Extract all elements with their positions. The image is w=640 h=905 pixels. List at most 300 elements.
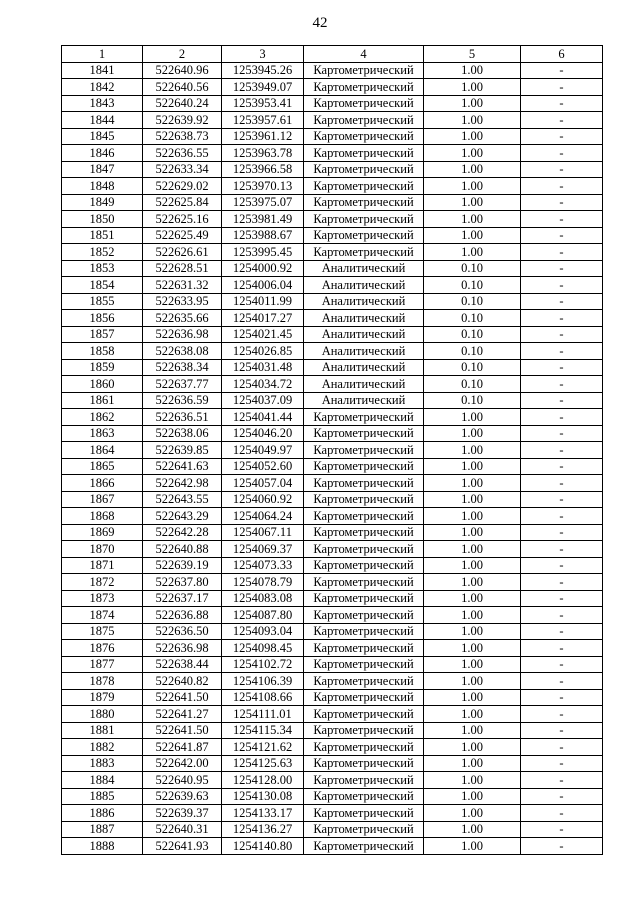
y-coordinate-cell: 1253975.07 bbox=[222, 194, 304, 211]
y-coordinate-cell: 1254093.04 bbox=[222, 623, 304, 640]
point-number-cell: 1841 bbox=[62, 62, 143, 79]
y-coordinate-cell: 1254057.04 bbox=[222, 475, 304, 492]
note-cell: - bbox=[521, 79, 603, 96]
accuracy-cell: 1.00 bbox=[424, 178, 521, 195]
table-row bbox=[62, 310, 603, 327]
accuracy-cell: 1.00 bbox=[424, 656, 521, 673]
point-number-cell: 1860 bbox=[62, 376, 143, 393]
note-cell: - bbox=[521, 656, 603, 673]
y-coordinate-cell: 1254115.34 bbox=[222, 722, 304, 739]
y-coordinate-cell: 1254087.80 bbox=[222, 607, 304, 624]
x-coordinate-cell: 522640.95 bbox=[143, 772, 222, 789]
method-cell: Аналитический bbox=[304, 310, 424, 327]
accuracy-cell: 0.10 bbox=[424, 392, 521, 409]
y-coordinate-cell: 1254073.33 bbox=[222, 557, 304, 574]
method-cell: Картометрический bbox=[304, 838, 424, 855]
table-row bbox=[62, 178, 603, 195]
accuracy-cell: 1.00 bbox=[424, 640, 521, 657]
accuracy-cell: 1.00 bbox=[424, 194, 521, 211]
accuracy-cell: 1.00 bbox=[424, 211, 521, 228]
table-row bbox=[62, 640, 603, 657]
y-coordinate-cell: 1254064.24 bbox=[222, 508, 304, 525]
point-number-cell: 1845 bbox=[62, 128, 143, 145]
x-coordinate-cell: 522633.34 bbox=[143, 161, 222, 178]
point-number-cell: 1884 bbox=[62, 772, 143, 789]
table-row bbox=[62, 343, 603, 360]
column-header: 5 bbox=[424, 46, 521, 63]
point-number-cell: 1873 bbox=[62, 590, 143, 607]
x-coordinate-cell: 522642.98 bbox=[143, 475, 222, 492]
point-number-cell: 1868 bbox=[62, 508, 143, 525]
table-row bbox=[62, 409, 603, 426]
accuracy-cell: 1.00 bbox=[424, 79, 521, 96]
table-row bbox=[62, 128, 603, 145]
accuracy-cell: 1.00 bbox=[424, 755, 521, 772]
method-cell: Картометрический bbox=[304, 95, 424, 112]
method-cell: Аналитический bbox=[304, 392, 424, 409]
accuracy-cell: 1.00 bbox=[424, 112, 521, 129]
y-coordinate-cell: 1254060.92 bbox=[222, 491, 304, 508]
note-cell: - bbox=[521, 178, 603, 195]
table-header-row bbox=[62, 46, 603, 63]
method-cell: Картометрический bbox=[304, 557, 424, 574]
accuracy-cell: 1.00 bbox=[424, 458, 521, 475]
table-row bbox=[62, 359, 603, 376]
x-coordinate-cell: 522636.98 bbox=[143, 326, 222, 343]
point-number-cell: 1848 bbox=[62, 178, 143, 195]
point-number-cell: 1867 bbox=[62, 491, 143, 508]
accuracy-cell: 0.10 bbox=[424, 326, 521, 343]
x-coordinate-cell: 522629.02 bbox=[143, 178, 222, 195]
accuracy-cell: 1.00 bbox=[424, 244, 521, 261]
y-coordinate-cell: 1253963.78 bbox=[222, 145, 304, 162]
accuracy-cell: 1.00 bbox=[424, 574, 521, 591]
x-coordinate-cell: 522640.31 bbox=[143, 821, 222, 838]
method-cell: Картометрический bbox=[304, 442, 424, 459]
column-header: 4 bbox=[304, 46, 424, 63]
accuracy-cell: 1.00 bbox=[424, 475, 521, 492]
point-number-cell: 1863 bbox=[62, 425, 143, 442]
table-row bbox=[62, 508, 603, 525]
table-row bbox=[62, 95, 603, 112]
y-coordinate-cell: 1254111.01 bbox=[222, 706, 304, 723]
note-cell: - bbox=[521, 194, 603, 211]
table-row bbox=[62, 722, 603, 739]
table-row bbox=[62, 227, 603, 244]
method-cell: Картометрический bbox=[304, 475, 424, 492]
point-number-cell: 1850 bbox=[62, 211, 143, 228]
table-body bbox=[62, 62, 603, 854]
x-coordinate-cell: 522636.59 bbox=[143, 392, 222, 409]
x-coordinate-cell: 522638.08 bbox=[143, 343, 222, 360]
table-row bbox=[62, 326, 603, 343]
table-row bbox=[62, 838, 603, 855]
method-cell: Картометрический bbox=[304, 656, 424, 673]
point-number-cell: 1866 bbox=[62, 475, 143, 492]
table-row bbox=[62, 623, 603, 640]
method-cell: Картометрический bbox=[304, 62, 424, 79]
accuracy-cell: 1.00 bbox=[424, 788, 521, 805]
table-row bbox=[62, 161, 603, 178]
point-number-cell: 1861 bbox=[62, 392, 143, 409]
accuracy-cell: 1.00 bbox=[424, 491, 521, 508]
y-coordinate-cell: 1253957.61 bbox=[222, 112, 304, 129]
accuracy-cell: 1.00 bbox=[424, 623, 521, 640]
x-coordinate-cell: 522641.63 bbox=[143, 458, 222, 475]
point-number-cell: 1875 bbox=[62, 623, 143, 640]
note-cell: - bbox=[521, 145, 603, 162]
point-number-cell: 1865 bbox=[62, 458, 143, 475]
accuracy-cell: 1.00 bbox=[424, 128, 521, 145]
x-coordinate-cell: 522639.19 bbox=[143, 557, 222, 574]
accuracy-cell: 1.00 bbox=[424, 508, 521, 525]
x-coordinate-cell: 522638.44 bbox=[143, 656, 222, 673]
column-header: 3 bbox=[222, 46, 304, 63]
table-row bbox=[62, 112, 603, 129]
x-coordinate-cell: 522638.06 bbox=[143, 425, 222, 442]
note-cell: - bbox=[521, 524, 603, 541]
table-row bbox=[62, 574, 603, 591]
x-coordinate-cell: 522637.77 bbox=[143, 376, 222, 393]
table-row bbox=[62, 524, 603, 541]
column-header: 6 bbox=[521, 46, 603, 63]
point-number-cell: 1858 bbox=[62, 343, 143, 360]
x-coordinate-cell: 522636.50 bbox=[143, 623, 222, 640]
note-cell: - bbox=[521, 244, 603, 261]
x-coordinate-cell: 522641.27 bbox=[143, 706, 222, 723]
table-row bbox=[62, 458, 603, 475]
note-cell: - bbox=[521, 673, 603, 690]
y-coordinate-cell: 1254136.27 bbox=[222, 821, 304, 838]
accuracy-cell: 1.00 bbox=[424, 524, 521, 541]
note-cell: - bbox=[521, 112, 603, 129]
y-coordinate-cell: 1254128.00 bbox=[222, 772, 304, 789]
y-coordinate-cell: 1254078.79 bbox=[222, 574, 304, 591]
point-number-cell: 1870 bbox=[62, 541, 143, 558]
y-coordinate-cell: 1254108.66 bbox=[222, 689, 304, 706]
x-coordinate-cell: 522641.50 bbox=[143, 689, 222, 706]
table-row bbox=[62, 541, 603, 558]
table-row bbox=[62, 590, 603, 607]
note-cell: - bbox=[521, 277, 603, 294]
y-coordinate-cell: 1254106.39 bbox=[222, 673, 304, 690]
y-coordinate-cell: 1254067.11 bbox=[222, 524, 304, 541]
accuracy-cell: 1.00 bbox=[424, 590, 521, 607]
point-number-cell: 1874 bbox=[62, 607, 143, 624]
method-cell: Аналитический bbox=[304, 376, 424, 393]
x-coordinate-cell: 522638.73 bbox=[143, 128, 222, 145]
point-number-cell: 1864 bbox=[62, 442, 143, 459]
point-number-cell: 1846 bbox=[62, 145, 143, 162]
accuracy-cell: 0.10 bbox=[424, 260, 521, 277]
method-cell: Аналитический bbox=[304, 326, 424, 343]
x-coordinate-cell: 522625.16 bbox=[143, 211, 222, 228]
note-cell: - bbox=[521, 491, 603, 508]
method-cell: Картометрический bbox=[304, 755, 424, 772]
x-coordinate-cell: 522640.88 bbox=[143, 541, 222, 558]
column-header: 1 bbox=[62, 46, 143, 63]
method-cell: Картометрический bbox=[304, 508, 424, 525]
point-number-cell: 1886 bbox=[62, 805, 143, 822]
x-coordinate-cell: 522636.51 bbox=[143, 409, 222, 426]
method-cell: Картометрический bbox=[304, 821, 424, 838]
y-coordinate-cell: 1254046.20 bbox=[222, 425, 304, 442]
y-coordinate-cell: 1253945.26 bbox=[222, 62, 304, 79]
method-cell: Аналитический bbox=[304, 260, 424, 277]
point-number-cell: 1881 bbox=[62, 722, 143, 739]
y-coordinate-cell: 1253995.45 bbox=[222, 244, 304, 261]
method-cell: Картометрический bbox=[304, 788, 424, 805]
method-cell: Картометрический bbox=[304, 739, 424, 756]
table-row bbox=[62, 79, 603, 96]
y-coordinate-cell: 1254102.72 bbox=[222, 656, 304, 673]
x-coordinate-cell: 522642.28 bbox=[143, 524, 222, 541]
x-coordinate-cell: 522639.85 bbox=[143, 442, 222, 459]
x-coordinate-cell: 522640.24 bbox=[143, 95, 222, 112]
note-cell: - bbox=[521, 706, 603, 723]
method-cell: Аналитический bbox=[304, 277, 424, 294]
note-cell: - bbox=[521, 442, 603, 459]
table-row bbox=[62, 244, 603, 261]
y-coordinate-cell: 1254021.45 bbox=[222, 326, 304, 343]
note-cell: - bbox=[521, 359, 603, 376]
x-coordinate-cell: 522643.29 bbox=[143, 508, 222, 525]
accuracy-cell: 1.00 bbox=[424, 557, 521, 574]
x-coordinate-cell: 522640.56 bbox=[143, 79, 222, 96]
method-cell: Картометрический bbox=[304, 607, 424, 624]
y-coordinate-cell: 1254130.08 bbox=[222, 788, 304, 805]
x-coordinate-cell: 522643.55 bbox=[143, 491, 222, 508]
method-cell: Картометрический bbox=[304, 590, 424, 607]
method-cell: Картометрический bbox=[304, 491, 424, 508]
method-cell: Картометрический bbox=[304, 623, 424, 640]
point-number-cell: 1882 bbox=[62, 739, 143, 756]
point-number-cell: 1844 bbox=[62, 112, 143, 129]
y-coordinate-cell: 1254098.45 bbox=[222, 640, 304, 657]
table-row bbox=[62, 607, 603, 624]
point-number-cell: 1878 bbox=[62, 673, 143, 690]
method-cell: Картометрический bbox=[304, 178, 424, 195]
table-row bbox=[62, 755, 603, 772]
accuracy-cell: 1.00 bbox=[424, 838, 521, 855]
x-coordinate-cell: 522638.34 bbox=[143, 359, 222, 376]
point-number-cell: 1887 bbox=[62, 821, 143, 838]
accuracy-cell: 1.00 bbox=[424, 706, 521, 723]
point-number-cell: 1885 bbox=[62, 788, 143, 805]
accuracy-cell: 1.00 bbox=[424, 62, 521, 79]
note-cell: - bbox=[521, 821, 603, 838]
method-cell: Картометрический bbox=[304, 145, 424, 162]
method-cell: Картометрический bbox=[304, 211, 424, 228]
method-cell: Картометрический bbox=[304, 194, 424, 211]
accuracy-cell: 1.00 bbox=[424, 739, 521, 756]
point-number-cell: 1862 bbox=[62, 409, 143, 426]
note-cell: - bbox=[521, 392, 603, 409]
note-cell: - bbox=[521, 508, 603, 525]
y-coordinate-cell: 1254133.17 bbox=[222, 805, 304, 822]
note-cell: - bbox=[521, 590, 603, 607]
y-coordinate-cell: 1254049.97 bbox=[222, 442, 304, 459]
method-cell: Картометрический bbox=[304, 805, 424, 822]
accuracy-cell: 0.10 bbox=[424, 277, 521, 294]
note-cell: - bbox=[521, 788, 603, 805]
method-cell: Картометрический bbox=[304, 425, 424, 442]
y-coordinate-cell: 1254121.62 bbox=[222, 739, 304, 756]
note-cell: - bbox=[521, 343, 603, 360]
x-coordinate-cell: 522641.93 bbox=[143, 838, 222, 855]
point-number-cell: 1843 bbox=[62, 95, 143, 112]
accuracy-cell: 0.10 bbox=[424, 293, 521, 310]
note-cell: - bbox=[521, 772, 603, 789]
table-row bbox=[62, 277, 603, 294]
method-cell: Картометрический bbox=[304, 128, 424, 145]
x-coordinate-cell: 522628.51 bbox=[143, 260, 222, 277]
note-cell: - bbox=[521, 161, 603, 178]
point-number-cell: 1859 bbox=[62, 359, 143, 376]
table-row bbox=[62, 260, 603, 277]
accuracy-cell: 1.00 bbox=[424, 95, 521, 112]
accuracy-cell: 1.00 bbox=[424, 821, 521, 838]
method-cell: Картометрический bbox=[304, 574, 424, 591]
method-cell: Картометрический bbox=[304, 161, 424, 178]
x-coordinate-cell: 522639.37 bbox=[143, 805, 222, 822]
y-coordinate-cell: 1253961.12 bbox=[222, 128, 304, 145]
note-cell: - bbox=[521, 805, 603, 822]
y-coordinate-cell: 1254125.63 bbox=[222, 755, 304, 772]
method-cell: Картометрический bbox=[304, 673, 424, 690]
note-cell: - bbox=[521, 376, 603, 393]
column-header: 2 bbox=[143, 46, 222, 63]
x-coordinate-cell: 522635.66 bbox=[143, 310, 222, 327]
y-coordinate-cell: 1254017.27 bbox=[222, 310, 304, 327]
y-coordinate-cell: 1254069.37 bbox=[222, 541, 304, 558]
accuracy-cell: 1.00 bbox=[424, 722, 521, 739]
note-cell: - bbox=[521, 607, 603, 624]
point-number-cell: 1849 bbox=[62, 194, 143, 211]
table-row bbox=[62, 706, 603, 723]
note-cell: - bbox=[521, 128, 603, 145]
table-row bbox=[62, 293, 603, 310]
page-number: 42 bbox=[312, 15, 328, 31]
note-cell: - bbox=[521, 475, 603, 492]
note-cell: - bbox=[521, 310, 603, 327]
point-number-cell: 1869 bbox=[62, 524, 143, 541]
y-coordinate-cell: 1253949.07 bbox=[222, 79, 304, 96]
x-coordinate-cell: 522636.55 bbox=[143, 145, 222, 162]
accuracy-cell: 0.10 bbox=[424, 343, 521, 360]
method-cell: Картометрический bbox=[304, 640, 424, 657]
note-cell: - bbox=[521, 739, 603, 756]
x-coordinate-cell: 522639.92 bbox=[143, 112, 222, 129]
method-cell: Картометрический bbox=[304, 689, 424, 706]
method-cell: Картометрический bbox=[304, 112, 424, 129]
note-cell: - bbox=[521, 326, 603, 343]
x-coordinate-cell: 522631.32 bbox=[143, 277, 222, 294]
note-cell: - bbox=[521, 293, 603, 310]
method-cell: Картометрический bbox=[304, 541, 424, 558]
y-coordinate-cell: 1254140.80 bbox=[222, 838, 304, 855]
accuracy-cell: 1.00 bbox=[424, 227, 521, 244]
table-row bbox=[62, 656, 603, 673]
point-number-cell: 1851 bbox=[62, 227, 143, 244]
point-number-cell: 1855 bbox=[62, 293, 143, 310]
table-row bbox=[62, 392, 603, 409]
point-number-cell: 1871 bbox=[62, 557, 143, 574]
point-number-cell: 1880 bbox=[62, 706, 143, 723]
table-row bbox=[62, 475, 603, 492]
table-row bbox=[62, 62, 603, 79]
method-cell: Картометрический bbox=[304, 458, 424, 475]
accuracy-cell: 1.00 bbox=[424, 425, 521, 442]
accuracy-cell: 1.00 bbox=[424, 442, 521, 459]
y-coordinate-cell: 1254000.92 bbox=[222, 260, 304, 277]
method-cell: Картометрический bbox=[304, 722, 424, 739]
accuracy-cell: 1.00 bbox=[424, 145, 521, 162]
y-coordinate-cell: 1254041.44 bbox=[222, 409, 304, 426]
y-coordinate-cell: 1254026.85 bbox=[222, 343, 304, 360]
accuracy-cell: 0.10 bbox=[424, 359, 521, 376]
table-row bbox=[62, 211, 603, 228]
table-row bbox=[62, 821, 603, 838]
point-number-cell: 1854 bbox=[62, 277, 143, 294]
point-number-cell: 1883 bbox=[62, 755, 143, 772]
x-coordinate-cell: 522633.95 bbox=[143, 293, 222, 310]
y-coordinate-cell: 1254037.09 bbox=[222, 392, 304, 409]
x-coordinate-cell: 522636.98 bbox=[143, 640, 222, 657]
table-row bbox=[62, 739, 603, 756]
x-coordinate-cell: 522641.50 bbox=[143, 722, 222, 739]
note-cell: - bbox=[521, 623, 603, 640]
point-number-cell: 1857 bbox=[62, 326, 143, 343]
note-cell: - bbox=[521, 541, 603, 558]
method-cell: Аналитический bbox=[304, 343, 424, 360]
table-row bbox=[62, 491, 603, 508]
x-coordinate-cell: 522637.17 bbox=[143, 590, 222, 607]
method-cell: Картометрический bbox=[304, 227, 424, 244]
x-coordinate-cell: 522636.88 bbox=[143, 607, 222, 624]
note-cell: - bbox=[521, 722, 603, 739]
method-cell: Картометрический bbox=[304, 79, 424, 96]
y-coordinate-cell: 1253966.58 bbox=[222, 161, 304, 178]
method-cell: Картометрический bbox=[304, 706, 424, 723]
point-number-cell: 1872 bbox=[62, 574, 143, 591]
note-cell: - bbox=[521, 425, 603, 442]
y-coordinate-cell: 1253981.49 bbox=[222, 211, 304, 228]
accuracy-cell: 1.00 bbox=[424, 161, 521, 178]
accuracy-cell: 1.00 bbox=[424, 689, 521, 706]
note-cell: - bbox=[521, 755, 603, 772]
accuracy-cell: 1.00 bbox=[424, 409, 521, 426]
point-number-cell: 1888 bbox=[62, 838, 143, 855]
note-cell: - bbox=[521, 62, 603, 79]
table-row bbox=[62, 425, 603, 442]
table-row bbox=[62, 788, 603, 805]
note-cell: - bbox=[521, 640, 603, 657]
method-cell: Картометрический bbox=[304, 772, 424, 789]
y-coordinate-cell: 1253970.13 bbox=[222, 178, 304, 195]
x-coordinate-cell: 522625.84 bbox=[143, 194, 222, 211]
accuracy-cell: 1.00 bbox=[424, 607, 521, 624]
point-number-cell: 1877 bbox=[62, 656, 143, 673]
note-cell: - bbox=[521, 95, 603, 112]
note-cell: - bbox=[521, 227, 603, 244]
table-row bbox=[62, 805, 603, 822]
y-coordinate-cell: 1253953.41 bbox=[222, 95, 304, 112]
y-coordinate-cell: 1254083.08 bbox=[222, 590, 304, 607]
accuracy-cell: 1.00 bbox=[424, 805, 521, 822]
y-coordinate-cell: 1254006.04 bbox=[222, 277, 304, 294]
x-coordinate-cell: 522625.49 bbox=[143, 227, 222, 244]
